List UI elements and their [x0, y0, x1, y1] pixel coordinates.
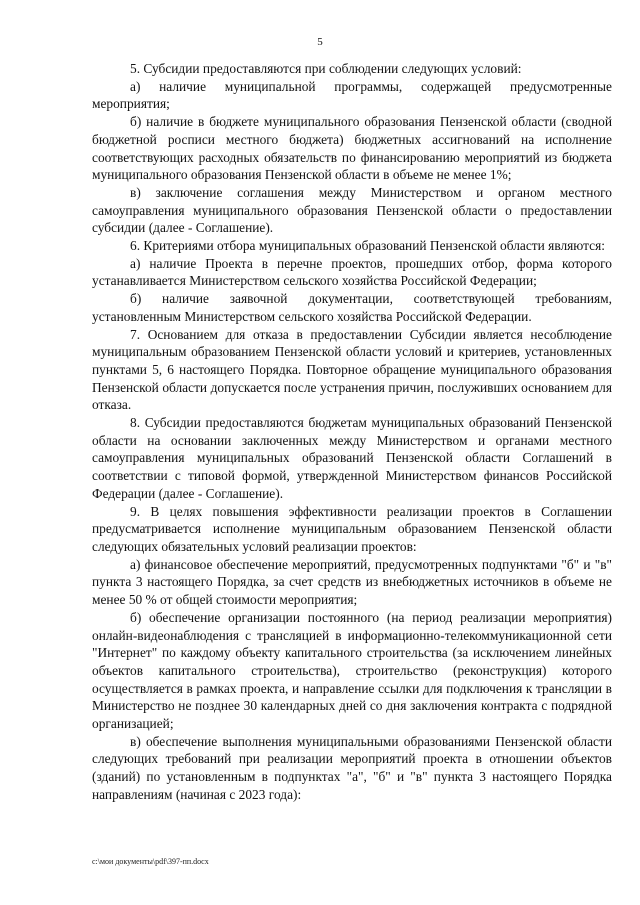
paragraph-5v: в) заключение соглашения между Министерством и органом местного самоуправления муниципального образования Пензенской области о предоставлении субсидии (далее - Соглашение). — [92, 184, 612, 236]
paragraph-9: 9. В целях повышения эффективности реализации проектов в Соглашении предусматривается исполнение муниципальным образованием Пензенской области следующих обязательных условий реализации проектов: — [92, 503, 612, 554]
paragraph-6b: б) наличие заявочной документации, соответствующей требованиям, установленным Министерством сельского хозяйства Российской Федерации. — [92, 291, 612, 324]
footer-file-path: c:\мои документы\pdf\397-пп.docx — [92, 857, 209, 866]
paragraph-6a: а) наличие Проекта в перечне проектов, прошедших отбор, форма которого устанавливается Министерством сельского хозяйства Российской Федерации; — [92, 255, 612, 289]
paragraph-6: 6. Критериями отбора муниципальных образований Пензенской области являются: — [130, 238, 605, 254]
paragraph-7: 7. Основанием для отказа в предоставлении Субсидии является несоблюдение муниципальным образованием Пензенской области условий и критериев, установленных пунктами 5, 6 настоящего Порядка. Повторное обращение муниципального образования Пензенской области допускается после устранения причин, послуживших основанием для отказа. — [92, 326, 612, 413]
paragraph-9b: б) обеспечение организации постоянного (на период реализации мероприятия) онлайн-видеонаблюдения с трансляцией в информационно-телекоммуникационной сети "Интернет" по каждому объекту капитального строительства (за исключением линейных объектов капитального строительства), строительство (реконструкция) которого осуществляется в рамках проекта, и направление ссылки для подключения к трансляции в Министерство не позднее 30 календарных дней со дня заключения контракта с подрядной организацией; — [92, 609, 612, 732]
paragraph-9v: в) обеспечение выполнения муниципальными образованиями Пензенской области следующих требований при реализации мероприятий проекта в отношении объектов (зданий) по установленным в подпунктах "а", "б" и "в" пункта 3 настоящего Порядка направлениям (начиная с 2023 года): — [92, 733, 612, 802]
paragraph-5b: б) наличие в бюджете муниципального образования Пензенской области (сводной бюджетной росписи местного бюджета) бюджетных ассигнований на исполнение соответствующих расходных обязательств по финансированию мероприятий из бюджета муниципального образования Пензенской области в объеме не менее 1%; — [92, 114, 612, 183]
page-number: 5 — [317, 36, 323, 48]
document-body — [92, 60, 612, 804]
paragraph-9a: а) финансовое обеспечение мероприятий, предусмотренных подпунктами "б" и "в" пункта 3 настоящего Порядка, за счет средств из внебюджетных источников в объеме не менее 50 % от общей стоимости мероприятия; — [92, 556, 612, 608]
paragraph-5: 5. Субсидии предоставляются при соблюдении следующих условий: — [130, 61, 522, 76]
paragraph-5a: а) наличие муниципальной программы, содержащей предусмотренные мероприятия; — [92, 78, 612, 112]
paragraph-8: 8. Субсидии предоставляются бюджетам муниципальных образований Пензенской области на основании заключенных между Министерством и органами местного самоуправления муниципальных образований Пензенской области Соглашений в соответствии с типовой формой, утвержденной Министерством финансов Российской Федерации (далее - Соглашение). — [92, 415, 612, 501]
